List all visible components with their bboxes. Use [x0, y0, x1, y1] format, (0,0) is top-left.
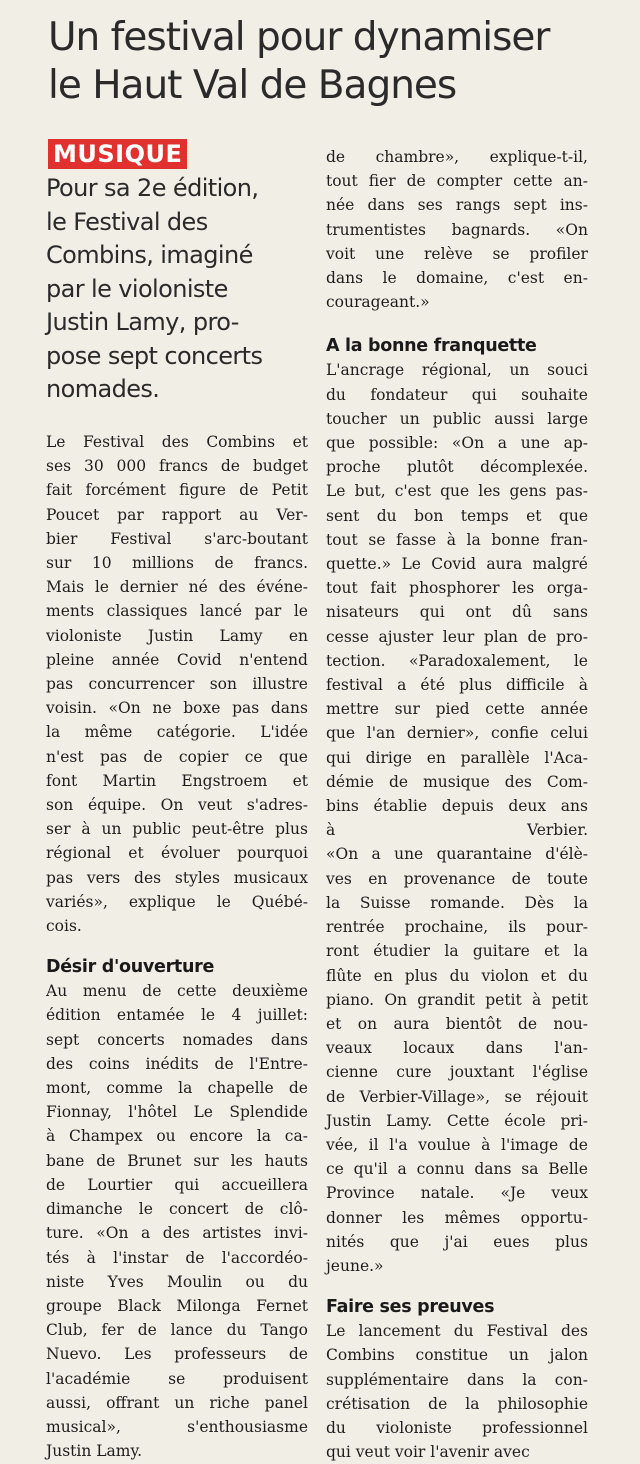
text-line: pas vers des styles musicaux: [46, 868, 308, 887]
text-line: bins établie depuis deux ans: [326, 797, 588, 816]
text-line: Club, fer de lance du Tango: [46, 1321, 308, 1340]
lead-line: le Festival des: [46, 207, 208, 236]
text-line: supplémentaire dans la con-: [326, 1370, 588, 1389]
text-line: qui veut voir l'avenir avec: [326, 1443, 530, 1462]
text-line: pleine année Covid n'entend: [46, 650, 308, 669]
text-line: Justin Lamy. Cette école pri-: [326, 1111, 588, 1130]
text-line: piano. On grandit petit à petit: [326, 990, 588, 1009]
subheading: Faire ses preuves: [326, 1297, 495, 1318]
text-line: jeune.»: [326, 1256, 384, 1275]
headline-line: Un festival pour dynamiser: [48, 15, 550, 60]
text-line: fait forcément figure de Petit: [46, 481, 308, 500]
text-line: du violoniste professionnel: [326, 1418, 588, 1437]
lead-line: par le violoniste: [46, 274, 228, 303]
text-line: Combins constitue un jalon: [326, 1346, 588, 1365]
text-line: ments classiques lancé par le: [46, 602, 308, 621]
lead-line: pose sept concerts: [46, 341, 263, 370]
text-line: voisin. «On ne boxe pas dans: [46, 699, 308, 718]
article-headline: [48, 14, 628, 110]
text-line: qui dirige en parallèle l'Aca-: [326, 748, 588, 767]
text-line: mettre sur pied cette année: [326, 700, 588, 719]
text-line: dans le domaine, c'est en-: [326, 269, 588, 288]
text-line: tout fier de compter cette an-: [326, 172, 588, 191]
text-line: ce qu'il a connu dans sa Belle: [326, 1160, 588, 1179]
text-line: des coins inédits de l'Entre-: [46, 1054, 308, 1073]
text-line: de Verbier-Village», se réjouit: [326, 1087, 588, 1106]
text-line: nités que j'ai eues plus: [326, 1232, 588, 1251]
text-line: que possible: «On a une ap-: [326, 434, 588, 453]
text-line: née dans ses rangs sept ins-: [326, 196, 588, 215]
text-line: dimanche le concert de clô-: [46, 1200, 308, 1219]
text-line: n'est pas de copier ce que: [46, 747, 308, 766]
text-line: la même catégorie. L'idée: [46, 723, 308, 742]
paragraph: [326, 1319, 588, 1464]
text-line: donner les mêmes opportu-: [326, 1208, 588, 1227]
text-line: violoniste Justin Lamy en: [46, 626, 308, 645]
paragraph: [46, 979, 308, 1463]
text-line: bier Festival s'arc-boutant: [46, 529, 308, 548]
text-line: niste Yves Moulin ou du: [46, 1272, 308, 1291]
text-line: Nuevo. Les professeurs de: [46, 1345, 308, 1364]
text-line: toucher un public aussi large: [326, 409, 588, 428]
headline-line: le Haut Val de Bagnes: [48, 63, 457, 108]
text-column-right: [326, 145, 588, 1464]
text-line: Poucet par rapport au Ver-: [46, 505, 308, 524]
text-line: cesse ajuster leur plan de pro-: [326, 627, 588, 646]
text-line: voit une relève se profiler: [326, 244, 588, 263]
text-line: cois.: [46, 917, 82, 936]
text-line: font Martin Engstroem et: [46, 771, 308, 790]
text-line: ser à un public peut-être plus: [46, 820, 308, 839]
text-line: Justin Lamy.: [46, 1442, 143, 1461]
text-line: Le Festival des Combins et: [46, 433, 308, 451]
text-line: festival a été plus difficile à: [326, 676, 588, 695]
text-line: vée, il l'a voulue à l'image de: [326, 1135, 588, 1154]
text-line: aussi, offrant un riche panel: [46, 1393, 308, 1412]
text-line: trumentistes bagnards. «On: [326, 220, 588, 239]
text-line: ront étudier la guitare et la: [326, 942, 588, 961]
text-line: ses 30 000 francs de budget: [46, 457, 308, 476]
text-line: à Champex ou encore la ca-: [46, 1127, 308, 1146]
text-line: Le but, c'est que les gens pas-: [326, 482, 588, 501]
text-line: cienne cure jouxtant l'église: [326, 1063, 588, 1082]
text-line: tout fait phosphorer les orga-: [326, 579, 588, 598]
text-line: tout se fasse à la bonne fran-: [326, 530, 588, 549]
text-line: Au menu de cette deuxième: [46, 982, 308, 1001]
text-line: flûte en plus du violon et du: [326, 966, 588, 985]
text-line: variés», explique le Québé-: [46, 892, 308, 911]
text-line: Fionnay, l'hôtel Le Splendide: [46, 1103, 308, 1122]
text-line: Province natale. «Je veux: [326, 1184, 588, 1203]
text-line: son équipe. On veut s'adres-: [46, 796, 308, 815]
section-kicker: MUSIQUE: [48, 139, 187, 169]
subheading: Désir d'ouverture: [46, 957, 215, 978]
text-line: édition entamée le 4 juillet:: [46, 1006, 308, 1025]
text-line: quette.» Le Covid aura malgré: [326, 555, 588, 574]
lead-line: Pour sa 2e édition,: [46, 174, 259, 202]
text-line: veaux locaux dans l'an-: [326, 1039, 588, 1058]
text-line: la Suisse romande. Dès la: [326, 893, 588, 912]
text-line: groupe Black Milonga Fernet: [46, 1296, 308, 1315]
article-lead: [46, 172, 308, 407]
text-line: de chambre», explique-t-il,: [326, 148, 588, 166]
text-line: pas concurrencer son illustre: [46, 675, 308, 694]
text-line: nisateurs qui ont dû sans: [326, 603, 588, 622]
text-line: tés à l'instar de l'accordéo-: [46, 1248, 308, 1267]
text-line: régional et évoluer pourquoi: [46, 844, 308, 863]
text-line: Le lancement du Festival des: [326, 1322, 588, 1341]
text-line: du fondateur qui souhaite: [326, 385, 588, 404]
text-line: et on aura bientôt de nou-: [326, 1014, 588, 1033]
text-line: «On a une quarantaine d'élè-: [326, 845, 588, 864]
text-line: crétisation de la philosophie: [326, 1394, 588, 1413]
subheading: A la bonne franquette: [326, 336, 537, 357]
text-line: de Lourtier qui accueillera: [46, 1175, 308, 1194]
text-line: ves en provenance de toute: [326, 869, 588, 888]
text-line: proche plutôt décomplexée.: [326, 458, 588, 477]
text-line: sept concerts nomades dans: [46, 1030, 308, 1049]
text-line: courageant.»: [326, 293, 430, 312]
text-line: rentrée prochaine, ils pour-: [326, 918, 588, 937]
lead-line: Justin Lamy, pro-: [46, 308, 239, 336]
text-line: que l'an dernier», confie celui: [326, 724, 588, 743]
text-line: mont, comme la chapelle de: [46, 1079, 308, 1098]
lead-line: Combins, imaginé: [46, 241, 253, 269]
text-line: tection. «Paradoxalement, le: [326, 651, 588, 670]
paragraph: [326, 358, 588, 1278]
text-line: sent du bon temps et que: [326, 506, 588, 525]
text-line: Mais le dernier né des événe-: [46, 578, 308, 597]
text-line: démie de musique des Com-: [326, 772, 588, 791]
text-line: musical», s'enthousiasme: [46, 1417, 308, 1436]
lead-line: nomades.: [46, 375, 160, 403]
text-line: bane de Brunet sur les hauts: [46, 1151, 308, 1170]
text-line: L'ancrage régional, un souci: [326, 361, 588, 380]
paragraph: [46, 430, 308, 938]
text-line: ture. «On a des artistes invi-: [46, 1224, 308, 1243]
text-line: sur 10 millions de francs.: [46, 554, 308, 573]
text-line: l'académie se produisent: [46, 1369, 308, 1388]
paragraph: [326, 145, 588, 314]
text-column-left: [46, 430, 308, 1463]
text-line: à Verbier.: [326, 821, 588, 840]
